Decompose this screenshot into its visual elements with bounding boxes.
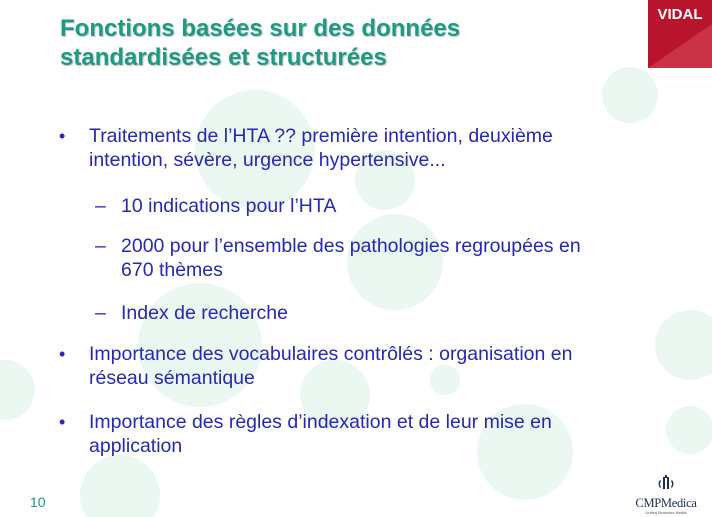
bullet-text-line: application bbox=[89, 435, 183, 457]
cmpmedica-mark-icon bbox=[624, 474, 708, 496]
cmpmedica-logo-subtext: United Business Media bbox=[645, 510, 687, 515]
bullet-text-line: 10 indications pour l’HTA bbox=[121, 195, 337, 217]
bullet-text-line: réseau sémantique bbox=[89, 367, 255, 389]
bullet-marker: • bbox=[59, 412, 66, 432]
dash-marker: – bbox=[95, 195, 106, 217]
cmpmedica-logo-text: CMPMedica bbox=[635, 496, 697, 510]
bullet-item bbox=[59, 124, 669, 172]
bullet-text-line: Index de recherche bbox=[121, 302, 288, 324]
bullet-item bbox=[59, 342, 669, 390]
dash-marker: – bbox=[95, 235, 106, 257]
bullet-text-line: Importance des règles d’indexation et de leur mise en bbox=[89, 411, 552, 433]
bullet-text-line: Traitements de l’HTA ?? première intention, deuxième bbox=[89, 125, 553, 147]
sub-bullet-item bbox=[95, 194, 666, 218]
dash-marker: – bbox=[95, 302, 106, 324]
sub-bullet-item bbox=[95, 301, 666, 325]
slide-title-line2: standardisées et structurées bbox=[60, 44, 387, 71]
cmpmedica-logo bbox=[624, 474, 708, 514]
bullet-text-line: Importance des vocabulaires contrôlés : organisation en bbox=[89, 343, 573, 365]
bullet-marker: • bbox=[59, 344, 66, 364]
bullet-item bbox=[59, 410, 669, 458]
page-number: 10 bbox=[30, 494, 46, 510]
bullet-marker: • bbox=[59, 126, 66, 146]
vidal-logo-text: VIDAL bbox=[657, 6, 703, 23]
bullet-text-line: 670 thèmes bbox=[121, 259, 223, 281]
slide-title-line1: Fonctions basées sur des données bbox=[60, 15, 461, 42]
bullet-text-line: 2000 pour l’ensemble des pathologies regroupées en bbox=[121, 235, 581, 257]
bullet-text-line: intention, sévère, urgence hypertensive... bbox=[89, 149, 446, 171]
sub-bullet-item bbox=[95, 234, 666, 282]
